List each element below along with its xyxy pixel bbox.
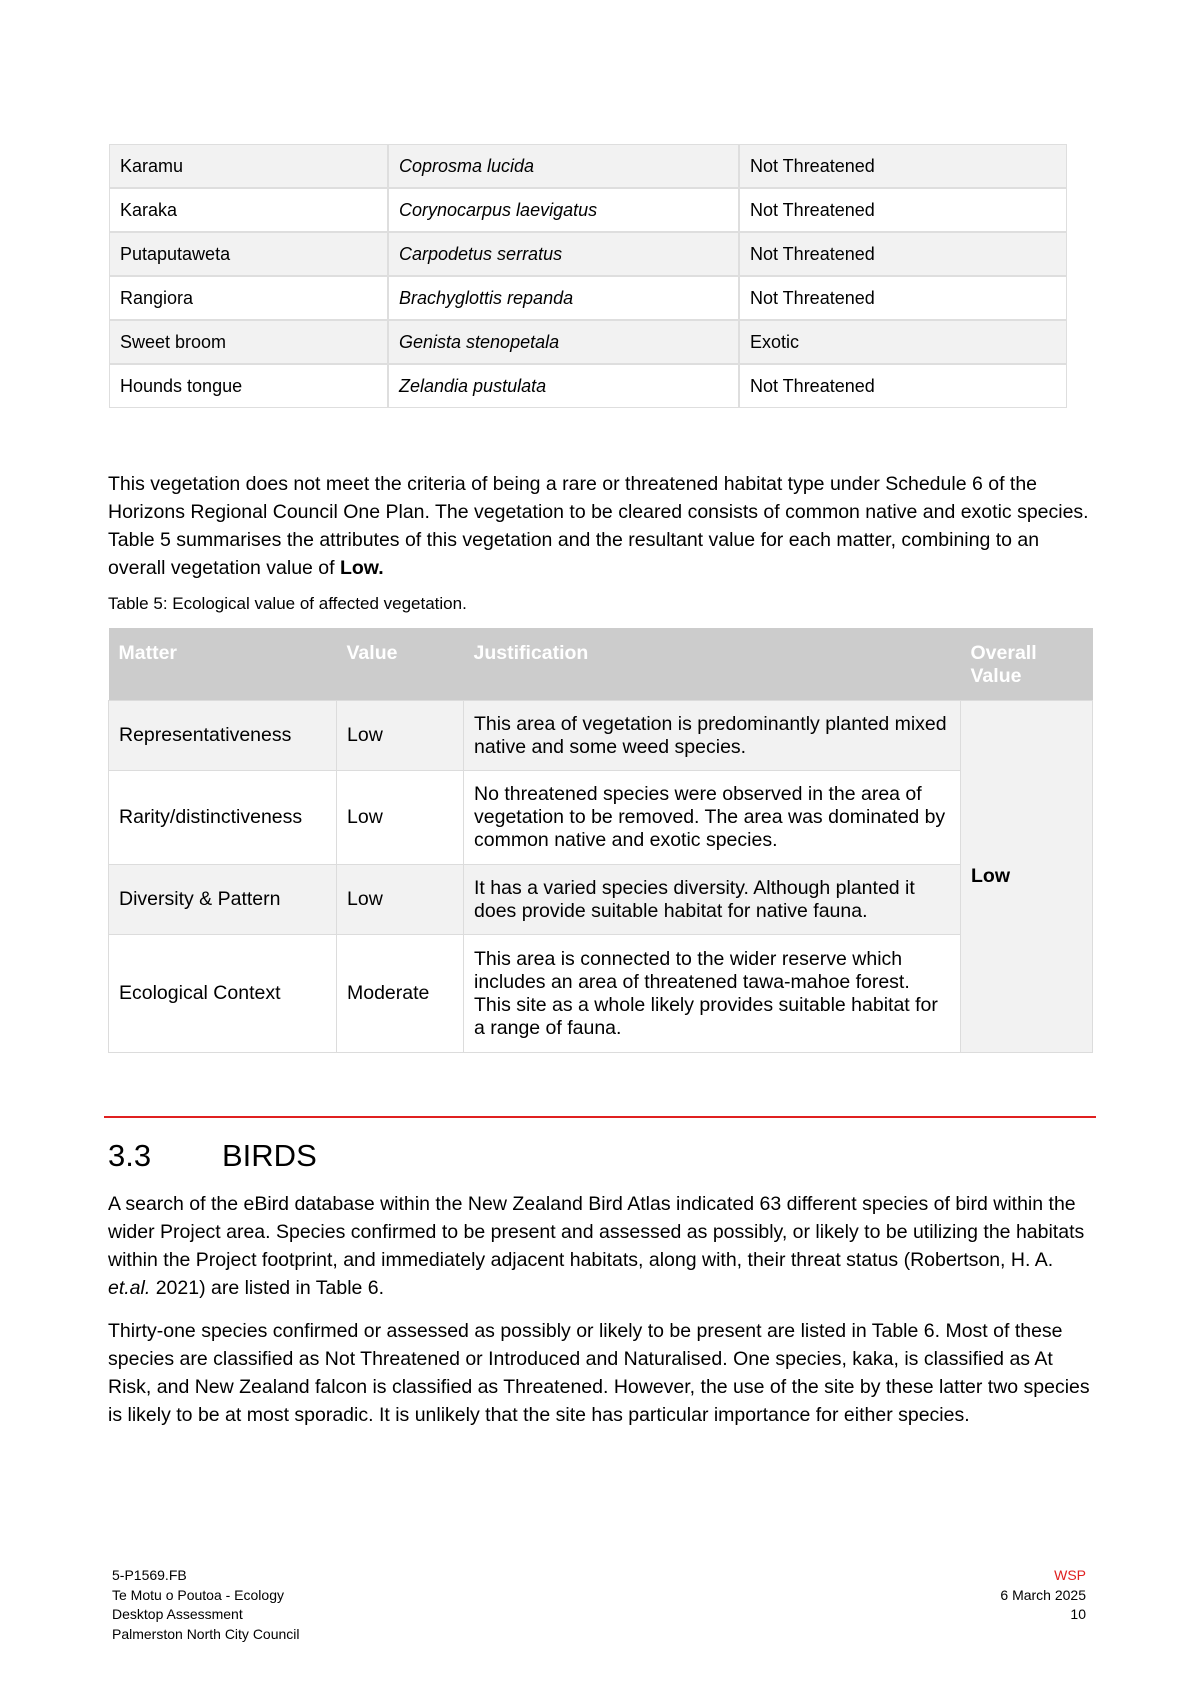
scientific-name-cell: Corynocarpus laevigatus	[388, 188, 739, 232]
birds-paragraph-2-text: Thirty-one species confirmed or assessed as possibly or likely to be present are listed in Table 6. Most of these species are classified as Not Threatened or Introduced and Naturalised. One species, kaka, is classified as At Risk, and New Zealand falcon is classified as Threatened. However, the use of the site by these latter two species is likely to be at most sporadic. It is unlikely that the site has particular importance for either species.	[108, 1320, 1090, 1426]
section-title: BIRDS	[222, 1138, 317, 1173]
footer-date: 6 March 2025	[1000, 1586, 1086, 1603]
threat-status-cell: Not Threatened	[739, 364, 1067, 408]
common-name-cell: Hounds tongue	[109, 364, 388, 408]
threat-status-cell: Not Threatened	[739, 232, 1067, 276]
vegetation-paragraph-text: This vegetation does not meet the criteria of being a rare or threatened habitat type under Schedule 6 of the Horizons Regional Council One Plan. The vegetation to be cleared consists of common native and exotic species. Table 5 summarises the attributes of this vegetation and the resultant value for each matter, combining to an overall vegetation value of	[108, 473, 1089, 579]
matter-cell: Representativeness	[109, 701, 337, 771]
header-value: Value	[337, 628, 464, 701]
scientific-name-cell: Zelandia pustulata	[388, 364, 739, 408]
header-matter: Matter	[109, 628, 337, 701]
common-name-cell: Karaka	[109, 188, 388, 232]
ecological-value-table	[108, 628, 1093, 1053]
table-caption: Table 5: Ecological value of affected vegetation.	[108, 594, 467, 613]
table-header-row	[109, 628, 1093, 701]
table-row	[109, 771, 1093, 865]
footer-project-code: 5-P1569.FB	[112, 1567, 187, 1583]
birds-paragraph-1	[108, 1190, 1098, 1302]
section-number: 3.3	[108, 1138, 152, 1173]
birds-paragraph-1-end: 2021) are listed in Table 6.	[150, 1277, 385, 1299]
matter-cell: Diversity & Pattern	[109, 865, 337, 935]
footer-brand: WSP	[1054, 1567, 1086, 1583]
matter-cell: Rarity/distinctiveness	[109, 771, 337, 865]
table-row	[109, 364, 1067, 408]
overall-value-cell: Low	[961, 701, 1093, 1053]
threat-status-cell: Not Threatened	[739, 276, 1067, 320]
birds-paragraph-1-italic: et.al.	[108, 1277, 151, 1299]
footer-page-info	[1000, 1566, 1086, 1625]
justification-cell: This area of vegetation is predominantly planted mixed native and some weed species.	[464, 701, 961, 771]
footer-project-name: Te Motu o Poutoa - Ecology	[112, 1586, 284, 1603]
table-row	[109, 276, 1067, 320]
common-name-cell: Sweet broom	[109, 320, 388, 364]
common-name-cell: Karamu	[109, 144, 388, 188]
footer-client: Palmerston North City Council	[112, 1625, 300, 1642]
section-divider	[104, 1116, 1096, 1118]
matter-cell: Ecological Context	[109, 935, 337, 1053]
threat-status-cell: Not Threatened	[739, 144, 1067, 188]
table-row	[109, 935, 1093, 1053]
table-row	[109, 701, 1093, 771]
value-cell: Low	[337, 865, 464, 935]
justification-cell: This area is connected to the wider reserve which includes an area of threatened tawa-mahoe forest. This site as a whole likely provides suitable habitat for a range of fauna.	[464, 935, 961, 1053]
footer-page-number: 10	[1070, 1606, 1086, 1622]
scientific-name-cell: Brachyglottis repanda	[388, 276, 739, 320]
threat-status-cell: Not Threatened	[739, 188, 1067, 232]
justification-cell: It has a varied species diversity. Although planted it does provide suitable habitat for native fauna.	[464, 865, 961, 935]
scientific-name-cell: Genista stenopetala	[388, 320, 739, 364]
scientific-name-cell: Carpodetus serratus	[388, 232, 739, 276]
birds-paragraph-1-text: A search of the eBird database within the New Zealand Bird Atlas indicated 63 different species of bird within the wider Project area. Species confirmed to be present and assessed as possibly, or likely to be utilizing the habitats within the Project footprint, and immediately adjacent habitats, along with, their threat status (Robertson, H. A.	[108, 1193, 1085, 1271]
justification-cell: No threatened species were observed in the area of vegetation to be removed. The area was dominated by common native and exotic species.	[464, 771, 961, 865]
species-table	[108, 143, 1068, 409]
header-justification: Justification	[464, 628, 961, 701]
table-row	[109, 188, 1067, 232]
common-name-cell: Putaputaweta	[109, 232, 388, 276]
value-cell: Low	[337, 771, 464, 865]
header-overall-value: Overall Value	[961, 628, 1093, 701]
vegetation-paragraph	[108, 470, 1098, 582]
value-cell: Moderate	[337, 935, 464, 1053]
table-row	[109, 232, 1067, 276]
table-row	[109, 320, 1067, 364]
birds-paragraph-2	[108, 1317, 1098, 1429]
scientific-name-cell: Coprosma lucida	[388, 144, 739, 188]
threat-status-cell: Exotic	[739, 320, 1067, 364]
value-cell: Low	[337, 701, 464, 771]
vegetation-paragraph-bold: Low.	[339, 557, 384, 579]
footer-document-info	[112, 1566, 300, 1644]
footer-document-type: Desktop Assessment	[112, 1606, 243, 1622]
table-row	[109, 865, 1093, 935]
common-name-cell: Rangiora	[109, 276, 388, 320]
table-row	[109, 144, 1067, 188]
